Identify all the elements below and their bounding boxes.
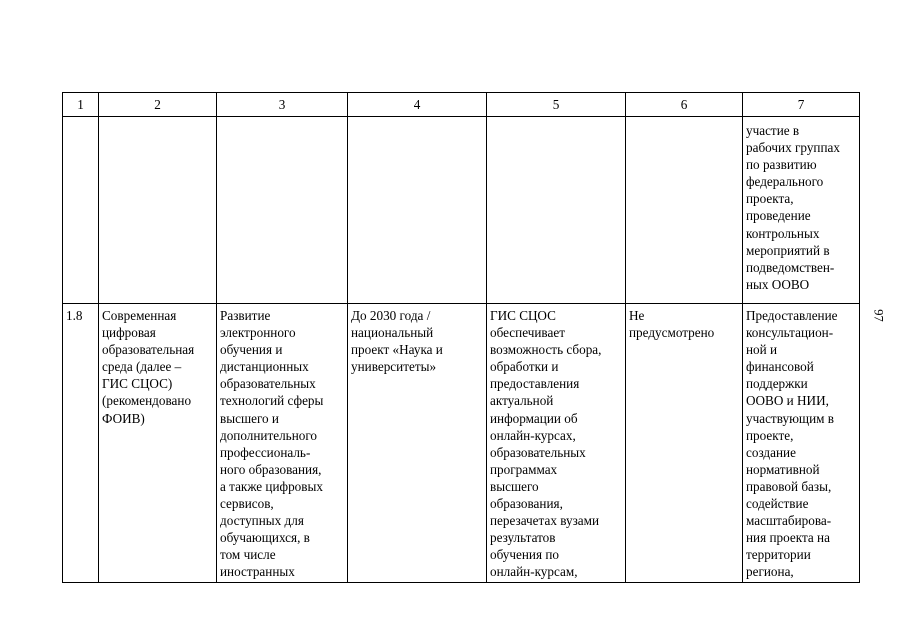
table-cell: Развитие электронного обучения и дистанционных образовательных технологий сферы высшего и дополнительного профессиональ- ного образования, а также цифровых сервисов, доступных для обучающихся, в том числе иностранных [217, 304, 348, 583]
header-cell-6: 6 [626, 93, 743, 117]
header-cell-2: 2 [99, 93, 217, 117]
table-cell [487, 117, 626, 304]
table-cell: До 2030 года / национальный проект «Наука и университеты» [348, 304, 487, 583]
header-cell-1: 1 [63, 93, 99, 117]
table-cell [99, 117, 217, 304]
header-cell-3: 3 [217, 93, 348, 117]
header-cell-5: 5 [487, 93, 626, 117]
page-number: 97 [871, 309, 886, 322]
table-cell [63, 117, 99, 304]
table-cell: Современная цифровая образовательная среда (далее – ГИС СЦОС) (рекомендовано ФОИВ) [99, 304, 217, 583]
table-cell: ГИС СЦОС обеспечивает возможность сбора, обработки и предоставления актуальной информации об онлайн-курсах, образовательных программах высшего образования, перезачетах вузами результатов обучения по онлайн-курсам, [487, 304, 626, 583]
table-row [63, 117, 860, 304]
table-cell [348, 117, 487, 304]
row-number-cell: 1.8 [63, 304, 99, 583]
table-cell: участие в рабочих группах по развитию федерального проекта, проведение контрольных мероприятий в подведомствен- ных ООВО [743, 117, 860, 304]
table-cell: Предоставление консультацион- ной и финансовой поддержки ООВО и НИИ, участвующим в проекте, создание нормативной правовой базы, содействие масштабирова- ния проекта на территории региона, [743, 304, 860, 583]
document-table [62, 92, 860, 583]
table-cell [626, 117, 743, 304]
header-cell-4: 4 [348, 93, 487, 117]
header-row [63, 93, 860, 117]
table-cell: Не предусмотрено [626, 304, 743, 583]
table-cell [217, 117, 348, 304]
header-cell-7: 7 [743, 93, 860, 117]
table-row [63, 304, 860, 583]
